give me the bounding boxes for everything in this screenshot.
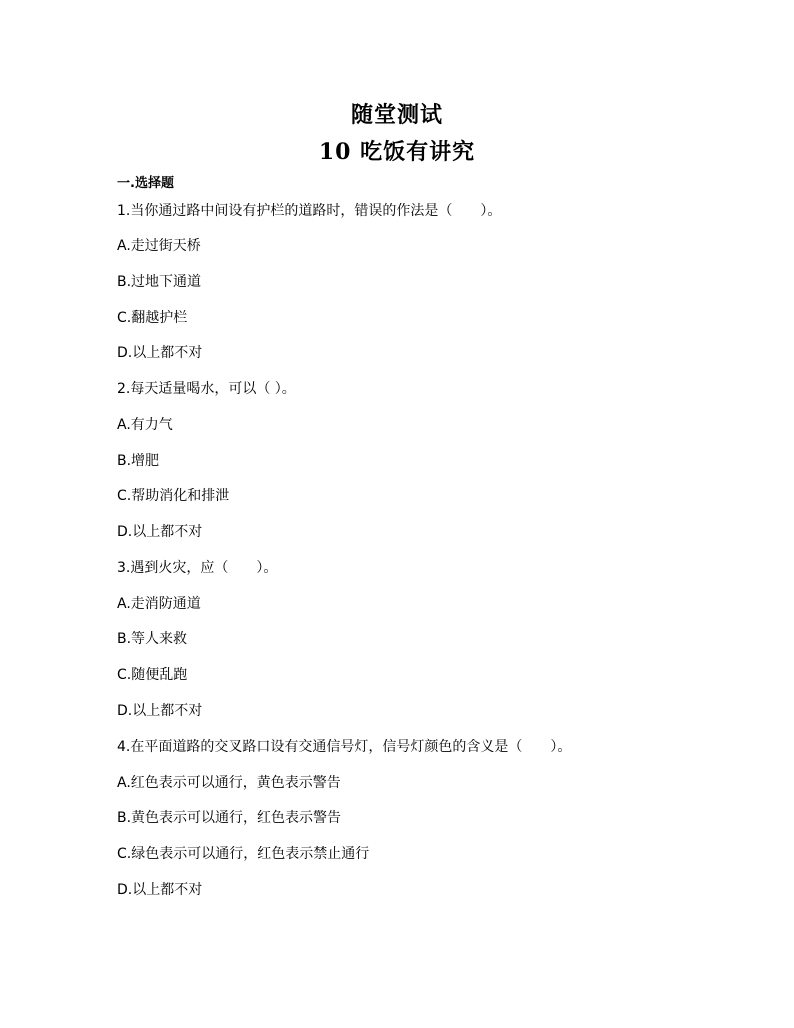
- question-stem: 3.遇到火灾，应（ ）。: [117, 560, 278, 576]
- lesson-title: 10 吃饭有讲究: [318, 139, 476, 165]
- option-d: D.以上都不对: [117, 524, 203, 540]
- option-d: D.以上都不对: [117, 345, 203, 361]
- option-c: C.绿色表示可以通行，红色表示禁止通行: [117, 846, 370, 862]
- option-a: A.走消防通道: [117, 596, 201, 612]
- option-b: B.等人来救: [117, 631, 188, 647]
- question-stem: 1.当你通过路中间设有护栏的道路时，错误的作法是（ ）。: [117, 203, 502, 219]
- page-title: 随堂测试: [350, 102, 443, 128]
- option-c: C.随便乱跑: [117, 667, 188, 683]
- option-d: D.以上都不对: [117, 703, 203, 719]
- option-b: B.过地下通道: [117, 274, 202, 290]
- question-stem: 2.每天适量喝水，可以（ ）。: [117, 381, 296, 397]
- option-b: B.增肥: [117, 453, 160, 469]
- option-c: C.帮助消化和排泄: [117, 488, 230, 504]
- option-d: D.以上都不对: [117, 882, 203, 898]
- option-a: A.有力气: [117, 417, 173, 433]
- question-stem: 4.在平面道路的交叉路口设有交通信号灯，信号灯颜色的含义是（ ）。: [117, 739, 572, 755]
- option-b: B.黄色表示可以通行，红色表示警告: [117, 810, 342, 826]
- option-a: A.走过街天桥: [117, 238, 201, 254]
- option-a: A.红色表示可以通行，黄色表示警告: [117, 775, 341, 791]
- option-c: C.翻越护栏: [117, 310, 188, 326]
- section-heading: 一.选择题: [117, 176, 174, 191]
